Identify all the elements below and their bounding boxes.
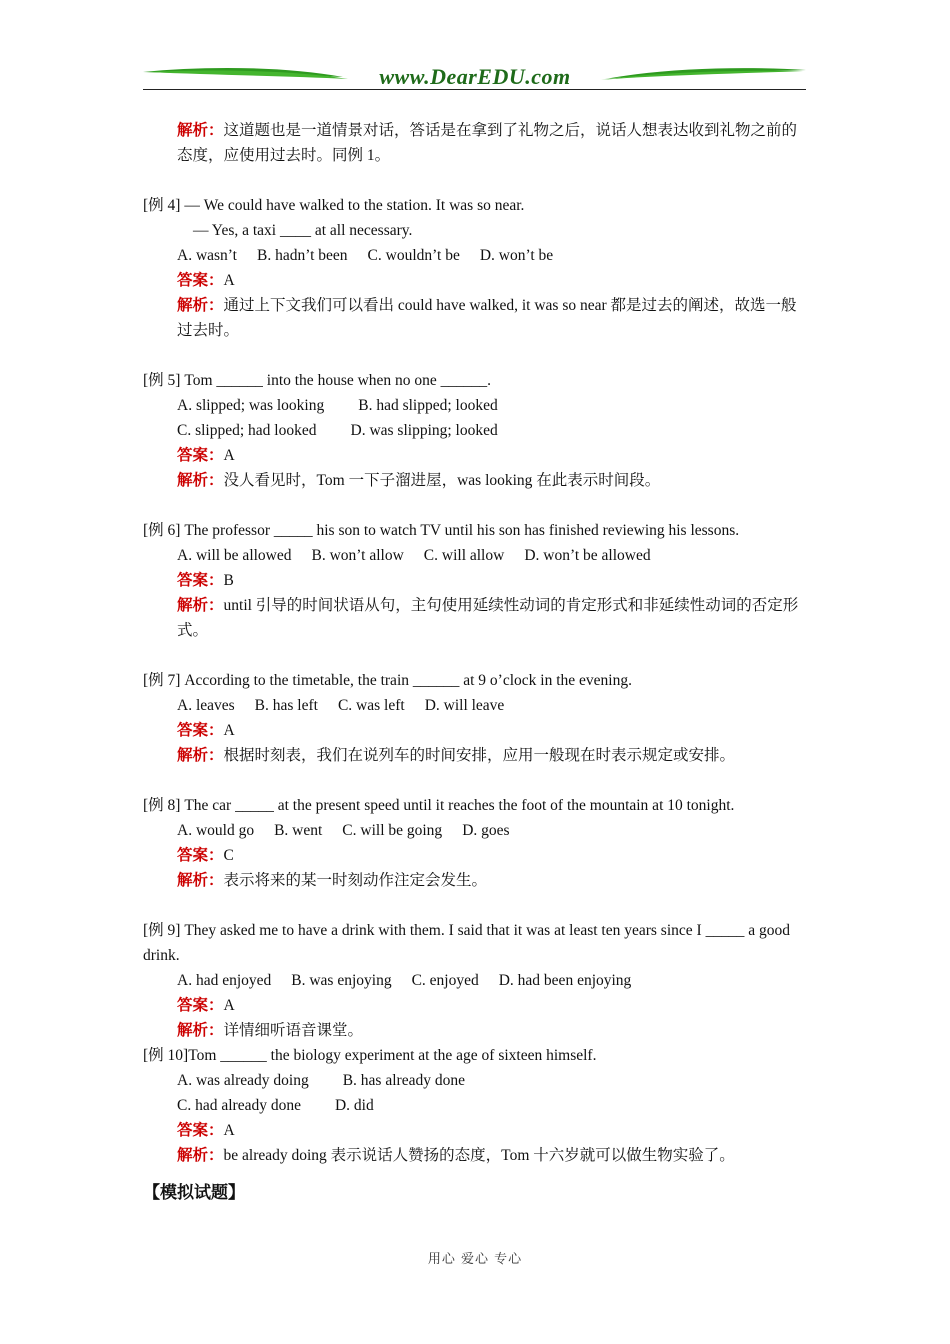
option-item: C. enjoyed: [411, 972, 479, 989]
page-footer: 用心 爱心 专心: [427, 1252, 523, 1267]
answer-line: [143, 993, 808, 1018]
option-item: D. won’t be allowed: [524, 547, 651, 564]
analysis-text: 根据时刻表，我们在说列车的时间安排，应用一般现在时表示规定或安排。: [223, 747, 736, 764]
options-row: [143, 693, 808, 718]
analysis-text: 这道题也是一道情景对话，答话是在拿到了礼物之后，说话人想表达收到礼物之前的态度，应使用过去时。同例 1。: [177, 122, 798, 164]
answer-label: 答案：: [177, 722, 224, 739]
answer-value: C: [223, 847, 234, 864]
example-block: [143, 368, 808, 518]
example-block: [143, 793, 808, 918]
example-stem: [例 6] The professor _____ his son to watch TV until his son has finished reviewing his lessons.: [143, 522, 740, 539]
example-block: [143, 518, 808, 668]
options-row: [143, 393, 808, 418]
answer-label: 答案：: [177, 1122, 224, 1139]
option-item: D. did: [334, 1097, 374, 1114]
option-item: D. was slipping; looked: [350, 422, 498, 439]
option-item: C. slipped; had looked: [177, 422, 317, 439]
option-item: A. slipped; was looking: [177, 397, 325, 414]
options-row: [143, 418, 808, 443]
option-item: A. had enjoyed: [177, 972, 272, 989]
option-item: D. had been enjoying: [498, 972, 632, 989]
option-item: C. will allow: [423, 547, 505, 564]
example-stem: [例 8] The car _____ at the present speed until it reaches the foot of the mountain at 10 tonight.: [143, 797, 735, 814]
analysis-text: 详情细听语音课堂。: [223, 1022, 364, 1039]
example-stem: [例 5] Tom ______ into the house when no one ______.: [143, 372, 492, 389]
analysis-label: 解析：: [177, 747, 224, 764]
answer-line: [143, 718, 808, 743]
options-row: [143, 818, 808, 843]
answer-value: A: [223, 272, 235, 289]
answer-value: A: [223, 722, 235, 739]
option-item: B. won’t allow: [311, 547, 404, 564]
intro-analysis: [143, 118, 808, 168]
analysis-label: 解析：: [177, 597, 224, 614]
document-body: [143, 118, 808, 1203]
section-title: 【模拟试题】: [143, 1183, 245, 1203]
option-item: A. would go: [177, 822, 255, 839]
answer-label: 答案：: [177, 572, 224, 589]
option-item: A. wasn’t: [177, 247, 237, 264]
example-reply: — Yes, a taxi ____ at all necessary.: [193, 222, 413, 239]
example-block: [143, 918, 808, 1043]
analysis-line: [143, 1143, 808, 1168]
options-row: [143, 543, 808, 568]
example-block: [143, 1043, 808, 1168]
option-item: C. wouldn’t be: [367, 247, 460, 264]
analysis-label: 解析：: [177, 1147, 224, 1164]
answer-line: [143, 1118, 808, 1143]
options-row: [143, 243, 808, 268]
answer-label: 答案：: [177, 847, 224, 864]
analysis-text: 表示将来的某一时刻动作注定会发生。: [223, 872, 488, 889]
answer-value: A: [223, 997, 235, 1014]
answer-line: [143, 443, 808, 468]
analysis-label: 解析：: [177, 472, 224, 489]
option-item: B. has already done: [342, 1072, 465, 1089]
analysis-line: [143, 468, 808, 493]
analysis-line: [143, 593, 808, 643]
option-item: D. will leave: [424, 697, 505, 714]
analysis-line: [143, 1018, 808, 1043]
analysis-label: 解析：: [177, 297, 224, 314]
analysis-text: until 引导的时间状语从句，主句使用延续性动词的肯定形式和非延续性动词的否定形式。: [177, 597, 799, 639]
option-item: A. will be allowed: [177, 547, 292, 564]
option-item: C. will be going: [342, 822, 443, 839]
answer-value: B: [223, 572, 234, 589]
answer-value: A: [223, 1122, 235, 1139]
analysis-text: be already doing 表示说话人赞扬的态度，Tom 十六岁就可以做生物实验了。: [223, 1147, 735, 1164]
example-stem: [例 10]Tom ______ the biology experiment at the age of sixteen himself.: [143, 1047, 597, 1064]
options-row: [143, 1068, 808, 1093]
answer-line: [143, 843, 808, 868]
option-item: D. won’t be: [479, 247, 554, 264]
option-item: A. leaves: [177, 697, 235, 714]
option-item: B. went: [274, 822, 323, 839]
answer-line: [143, 568, 808, 593]
answer-label: 答案：: [177, 997, 224, 1014]
answer-label: 答案：: [177, 272, 224, 289]
analysis-text: 没人看见时，Tom 一下子溜进屋，was looking 在此表示时间段。: [223, 472, 661, 489]
site-logo-text: www.DearEDU.com: [379, 64, 571, 89]
option-item: A. was already doing: [177, 1072, 309, 1089]
analysis-label: 解析：: [177, 872, 224, 889]
example-block: [143, 668, 808, 793]
examples-list: [143, 193, 808, 1168]
answer-label: 答案：: [177, 447, 224, 464]
option-item: B. hadn’t been: [257, 247, 348, 264]
example-block: [143, 193, 808, 368]
page-header: [143, 62, 806, 94]
answer-line: [143, 268, 808, 293]
analysis-line: [143, 743, 808, 768]
analysis-text: 通过上下文我们可以看出 could have walked, it was so near 都是过去的阐述，故选一般过去时。: [177, 297, 797, 339]
example-stem: [例 9] They asked me to have a drink with them. I said that it was at least ten years since I _____ a good drink.: [143, 922, 790, 964]
option-item: C. had already done: [177, 1097, 301, 1114]
header-rule: [143, 89, 806, 90]
option-item: C. was left: [337, 697, 405, 714]
example-stem: [例 4] — We could have walked to the station. It was so near.: [143, 197, 525, 214]
analysis-line: [143, 293, 808, 343]
option-item: B. was enjoying: [291, 972, 392, 989]
option-item: B. had slipped; looked: [358, 397, 498, 414]
analysis-line: [143, 868, 808, 893]
options-row: [143, 968, 808, 993]
example-stem: [例 7] According to the timetable, the train ______ at 9 o’clock in the evening.: [143, 672, 632, 689]
options-row: [143, 1093, 808, 1118]
answer-value: A: [223, 447, 235, 464]
option-item: D. goes: [462, 822, 510, 839]
analysis-label: 解析：: [177, 1022, 224, 1039]
option-item: B. has left: [254, 697, 318, 714]
analysis-label: 解析：: [177, 122, 224, 139]
